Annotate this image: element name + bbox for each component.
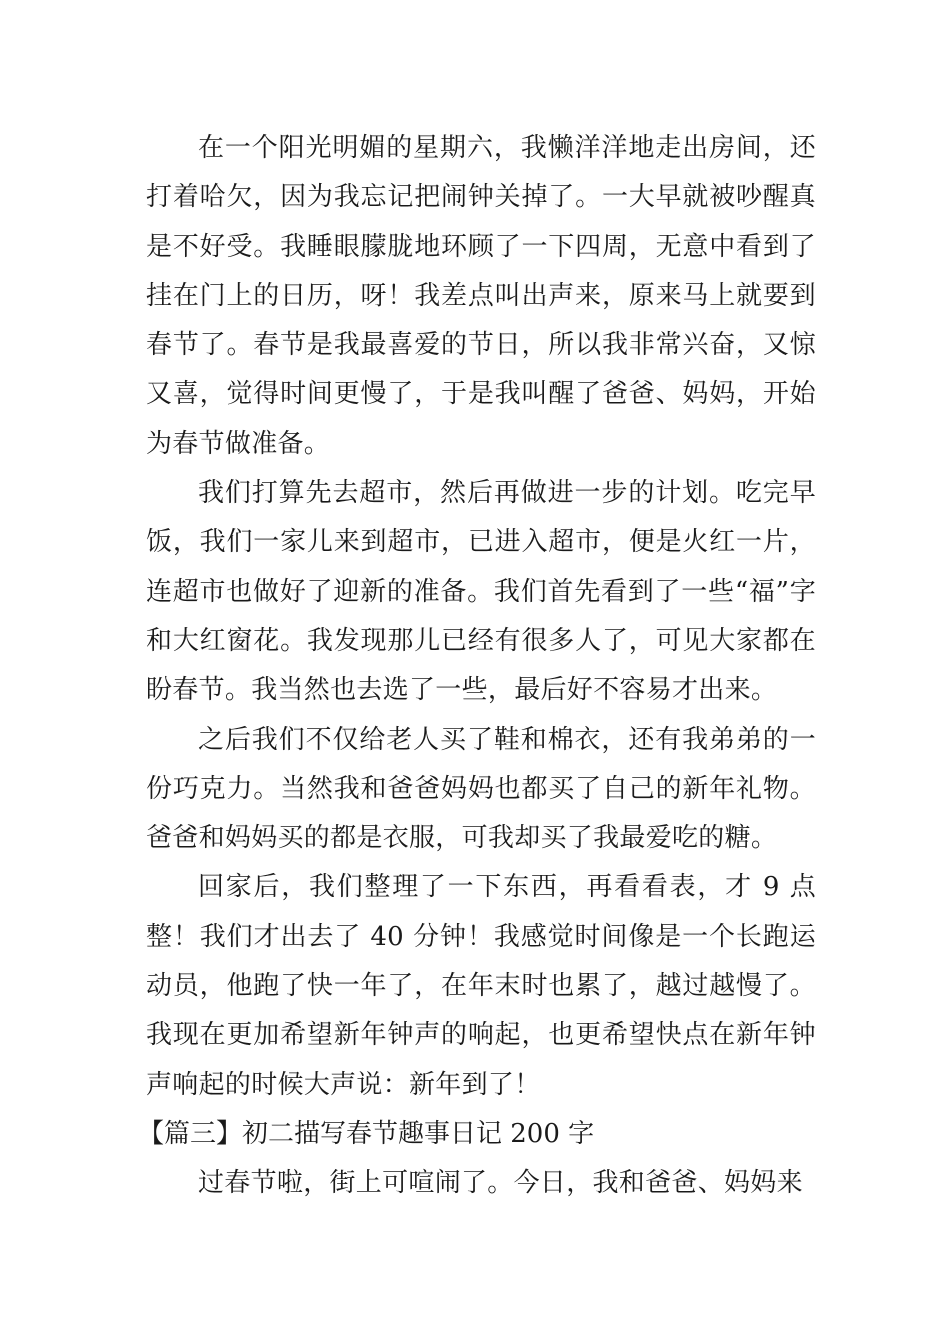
paragraph-2: 我们打算先去超市，然后再做进一步的计划。吃完早饭，我们一家儿来到超市，已进入超市，便是火红一片，连超市也做好了迎新的准备。我们首先看到了一些“福”字和大红窗花。我发现那儿已经有很多人了，可见大家都在盼春节。我当然也去选了一些，最后好不容易才出来。 [146, 478, 816, 706]
paragraph-4: 回家后，我们整理了一下东西，再看看表，才 9 点整！我们才出去了 40 分钟！我感觉时间像是一个长跑运动员，他跑了快一年了，在年末时也累了，越过越慢了。我现在更加希望新年钟声的响起，也更希望快点在新年钟声响起的时候大声说：新年到了！ [146, 872, 816, 1100]
paragraph-5: 过春节啦，街上可喧闹了。今日，我和爸爸、妈妈来 [198, 1168, 803, 1199]
document-body [138, 124, 816, 1209]
paragraph-1: 在一个阳光明媚的星期六，我懒洋洋地走出房间，还打着哈欠，因为我忘记把闹钟关掉了。一大早就被吵醒真是不好受。我睡眼朦胧地环顾了一下四周，无意中看到了挂在门上的日历，呀！我差点叫出声来，原来马上就要到春节了。春节是我最喜爱的节日，所以我非常兴奋，又惊又喜，觉得时间更慢了，于是我叫醒了爸爸、妈妈，开始为春节做准备。 [146, 133, 816, 459]
paragraph-3: 之后我们不仅给老人买了鞋和棉衣，还有我弟弟的一份巧克力。当然我和爸爸妈妈也都买了自己的新年礼物。爸爸和妈妈买的都是衣服，可我却买了我最爱吃的糖。 [146, 724, 816, 854]
section-heading: 【篇三】初二描写春节趣事日记 200 字 [138, 1118, 595, 1149]
